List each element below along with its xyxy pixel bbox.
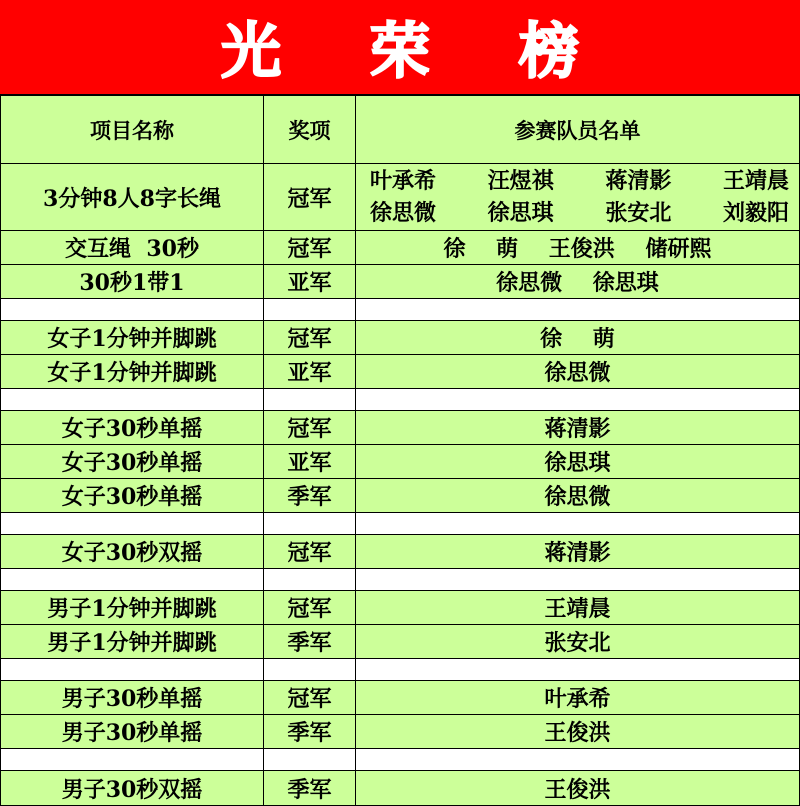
member-list: 张安北 — [356, 625, 800, 658]
award-name: 冠军 — [264, 535, 356, 568]
member-name: 徐思微 — [370, 200, 437, 226]
spacer-row — [0, 389, 800, 411]
event-name: 女子1分钟并脚跳 — [0, 355, 264, 388]
member-list: 蒋清影 — [356, 535, 800, 568]
spacer-cell — [264, 749, 356, 770]
event-name: 男子1分钟并脚跳 — [0, 625, 264, 658]
event-name: 男子30秒单摇 — [0, 681, 264, 714]
spacer-cell — [356, 299, 800, 320]
event-name: 女子30秒单摇 — [0, 445, 264, 478]
event-name: 男子30秒双摇 — [0, 771, 264, 805]
event-name: 女子30秒双摇 — [0, 535, 264, 568]
header-row — [0, 96, 800, 164]
header-members: 参赛队员名单 — [356, 96, 800, 163]
member-list: 徐思微 — [356, 479, 800, 512]
award-name: 亚军 — [264, 445, 356, 478]
award-name: 冠军 — [264, 321, 356, 354]
table-row — [0, 591, 800, 625]
member-list: 徐 萌 — [356, 321, 800, 354]
spacer-cell — [356, 513, 800, 534]
award-name: 季军 — [264, 479, 356, 512]
event-name: 女子30秒单摇 — [0, 411, 264, 444]
spacer-cell — [356, 389, 800, 410]
header-award: 奖项 — [264, 96, 356, 163]
spacer-cell — [356, 659, 800, 680]
spacer-cell — [264, 659, 356, 680]
award-name: 季军 — [264, 771, 356, 805]
table-row — [0, 771, 800, 806]
spacer-row — [0, 513, 800, 535]
member-name: 蒋清影 — [605, 168, 672, 194]
award-name: 冠军 — [264, 681, 356, 714]
spacer-cell — [356, 749, 800, 770]
award-name: 季军 — [264, 715, 356, 748]
table-row — [0, 535, 800, 569]
award-name: 冠军 — [264, 591, 356, 624]
spacer-row — [0, 749, 800, 771]
event-name: 男子1分钟并脚跳 — [0, 591, 264, 624]
table-row — [0, 411, 800, 445]
member-name: 王靖晨 — [722, 168, 789, 194]
member-name: 徐思琪 — [487, 200, 554, 226]
spacer-cell — [264, 299, 356, 320]
table-row — [0, 355, 800, 389]
table-row — [0, 445, 800, 479]
award-name: 季军 — [264, 625, 356, 658]
table-row — [0, 321, 800, 355]
spacer-cell — [0, 299, 264, 320]
member-name: 刘毅阳 — [722, 200, 789, 226]
table-row — [0, 164, 800, 231]
spacer-row — [0, 569, 800, 591]
member-list: 蒋清影 — [356, 411, 800, 444]
spacer-cell — [264, 569, 356, 590]
table-row — [0, 625, 800, 659]
table-row — [0, 265, 800, 299]
spacer-row — [0, 659, 800, 681]
member-list: 王靖晨 — [356, 591, 800, 624]
table-row — [0, 681, 800, 715]
member-list: 徐思微 — [356, 355, 800, 388]
table-row — [0, 479, 800, 513]
member-list: 徐思琪 — [356, 445, 800, 478]
spacer-row — [0, 299, 800, 321]
award-name: 冠军 — [264, 411, 356, 444]
event-name: 女子1分钟并脚跳 — [0, 321, 264, 354]
event-name: 女子30秒单摇 — [0, 479, 264, 512]
header-event: 项目名称 — [0, 96, 264, 163]
member-list — [356, 164, 800, 230]
award-name: 亚军 — [264, 265, 356, 298]
member-name: 汪煜祺 — [487, 168, 554, 194]
event-name: 3分钟8人8字长绳 — [0, 164, 264, 230]
spacer-cell — [0, 389, 264, 410]
member-list: 王俊洪 — [356, 771, 800, 805]
award-name: 冠军 — [264, 231, 356, 264]
member-list: 徐 萌 王俊洪 储研熙 — [356, 231, 800, 264]
member-list: 王俊洪 — [356, 715, 800, 748]
member-line — [370, 197, 789, 229]
event-name: 男子30秒单摇 — [0, 715, 264, 748]
spacer-cell — [264, 513, 356, 534]
event-name: 30秒1带1 — [0, 265, 264, 298]
spacer-cell — [0, 569, 264, 590]
spacer-cell — [356, 569, 800, 590]
title-banner — [0, 0, 800, 96]
member-name: 张安北 — [605, 200, 672, 226]
member-list: 徐思微 徐思琪 — [356, 265, 800, 298]
table-row — [0, 231, 800, 265]
spacer-cell — [0, 749, 264, 770]
award-name: 冠军 — [264, 164, 356, 230]
spacer-cell — [264, 389, 356, 410]
table-row — [0, 715, 800, 749]
award-name: 亚军 — [264, 355, 356, 388]
member-list: 叶承希 — [356, 681, 800, 714]
member-line — [370, 165, 789, 197]
spacer-cell — [0, 659, 264, 680]
event-name: 交互绳 30秒 — [0, 231, 264, 264]
member-name: 叶承希 — [370, 168, 437, 194]
board-title: 光 荣 榜 — [221, 17, 613, 87]
spacer-cell — [0, 513, 264, 534]
